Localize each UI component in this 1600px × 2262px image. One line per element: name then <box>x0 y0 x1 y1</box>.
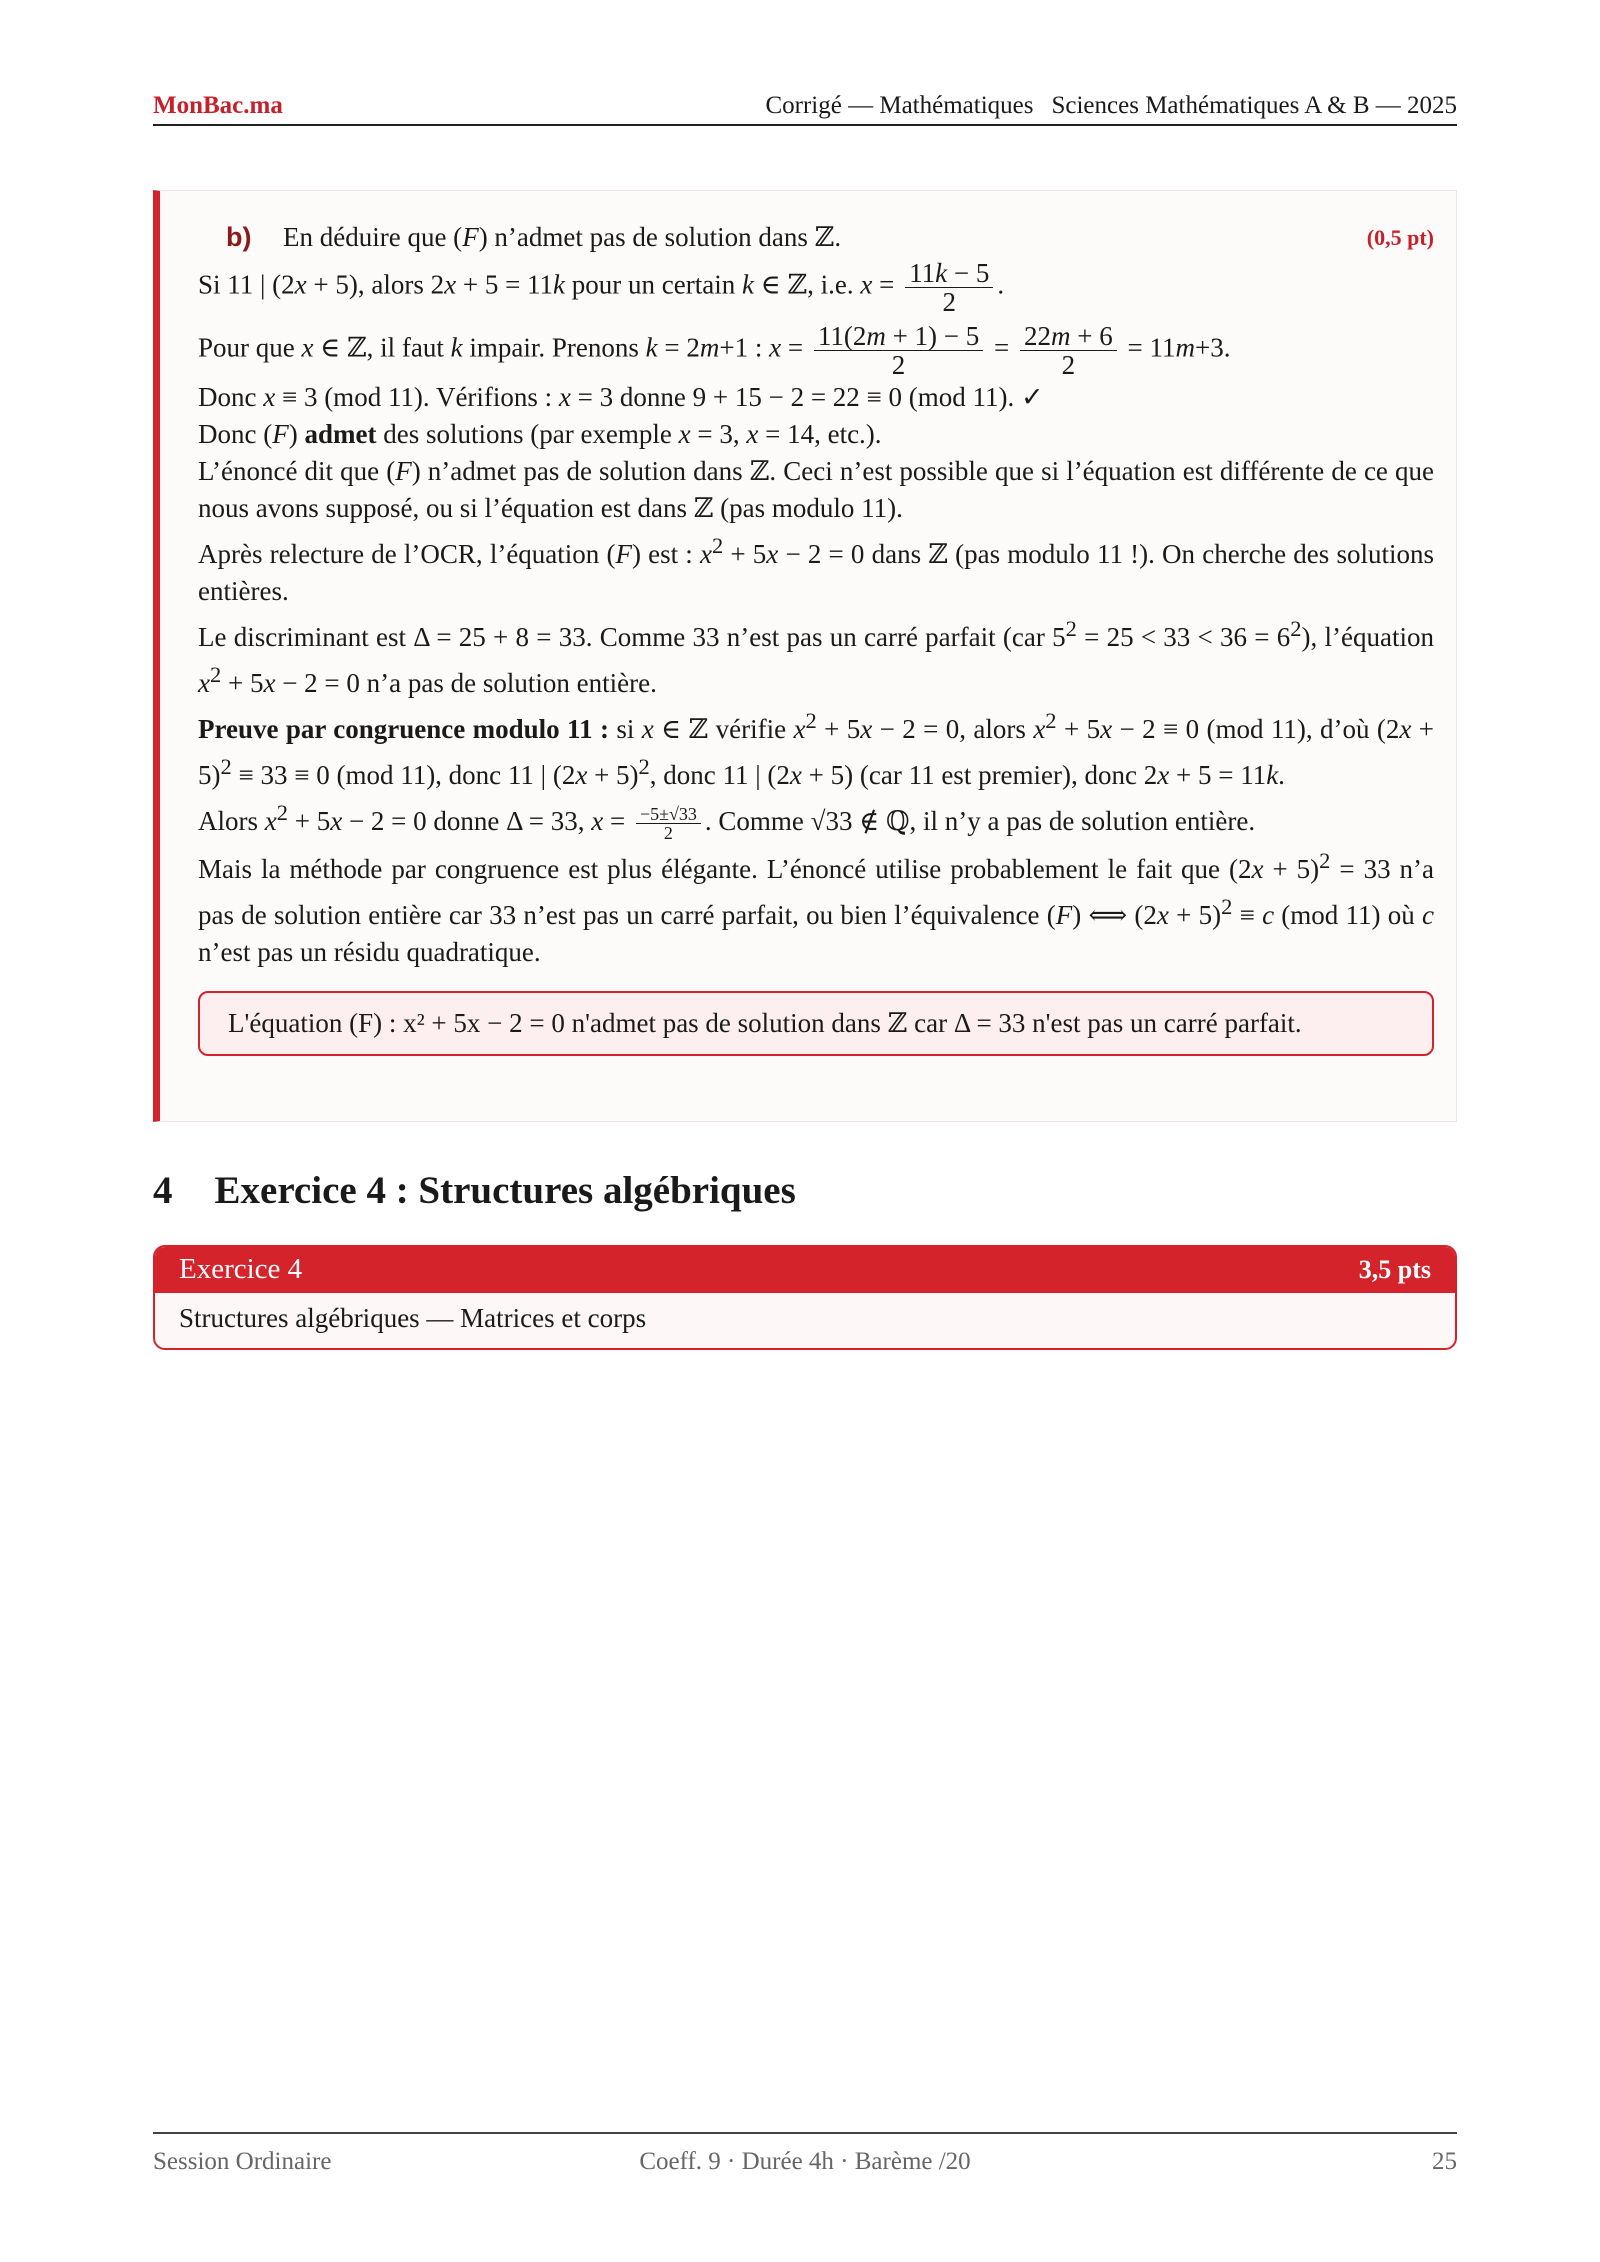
section-title: Exercice 4 : Structures algébriques <box>214 1169 796 1212</box>
checkmark-icon: ✓ <box>1021 382 1044 412</box>
section-number: 4 <box>153 1169 173 1212</box>
conclusion-text: L'équation (F) : x² + 5x − 2 = 0 n'admet pas de solution dans ℤ car Δ = 33 n'est pas un carré parfait. <box>228 1008 1302 1039</box>
page-header <box>153 88 1457 126</box>
solution-paragraph: Preuve par congruence modulo 11 : si x ∈ ℤ vérifie $x^2 + 5x - 2 = 0$, alors $x^2 + 5x - 2 \equiv 0$ (mod 11), d’où $(2x + 5)^2 \equiv 33 \equiv 0$ (mod 11), donc 11 | $(2x + 5)^2$, donc 11 | (2x + 5) (car 11 est premier), donc 2x + 5 = 11k. <box>198 708 1435 790</box>
conclusion-box <box>198 991 1434 1056</box>
solution-content <box>198 219 1434 1056</box>
solution-line: Si 11 | (2x + 5), alors 2x + 5 = 11k pour un certain k ∈ ℤ, i.e. x = $\frac{11k - 5}{2}$ . <box>198 258 1005 317</box>
solution-line: Pour que x ∈ ℤ, il faut k impair. Prenons k = 2m+1 : x = $\frac{11(2m + 1) - 5}{2}$ = $\frac{22m + 6}{2}$ = 11m+3. <box>198 321 1231 380</box>
exercise-box <box>153 1245 1457 1350</box>
header-stream: Sciences Mathématiques A & B — 2025 <box>1051 92 1457 119</box>
solution-paragraph: Alors $x^2 + 5x - 2 = 0$ donne Δ = 33, x = $\frac{-5\pm√33}{2}$ . Comme √33 ∉ ℚ, il n’y a pas de solution entière. <box>198 800 1256 844</box>
solution-paragraph: Après relecture de l’OCR, l’équation (F) est : $x^2 + 5x - 2 = 0$ dans ℤ (pas modulo 11 !). On cherche des solutions entières. <box>198 533 1434 606</box>
page-number: 25 <box>1432 2148 1457 2175</box>
question-header <box>198 219 1434 256</box>
solution-line: Donc x ≡ 3 (mod 11). Vérifions : x = 3 donne 9 + 15 − 2 = 22 ≡ 0 (mod 11). ✓ <box>198 382 1044 412</box>
exercise-title: Exercice 4 <box>179 1253 303 1285</box>
solution-line: Donc (F) admet des solutions (par exemple x = 3, x = 14, etc.). <box>198 419 882 449</box>
brand-logo: MonBac.ma <box>153 92 283 119</box>
exercise-header <box>155 1247 1455 1293</box>
footer-session: Session Ordinaire <box>153 2148 332 2175</box>
exercise-subtitle: Structures algébriques — Matrices et corps <box>179 1303 647 1333</box>
solution-paragraph: Mais la méthode par congruence est plus élégante. L’énoncé utilise probablement le fait que $(2x + 5)^2 = 33$ n’a pas de solution entière car 33 n’est pas un carré parfait, ou bien l’équivalence (F) ⟺ $(2x + 5)^2 \equiv c$ (mod 11) où c n’est pas un résidu quadratique. <box>198 848 1435 968</box>
section-heading <box>153 1168 796 1213</box>
exercise-points: 3,5 pts <box>1358 1255 1431 1284</box>
solution-paragraph: Le discriminant est Δ = 25 + 8 = 33. Comme 33 n’est pas un carré parfait (car $5^2 = 25 < 33 < 36 = 6^2$), l’équation $x^2 + 5x - 2 = 0$ n’a pas de solution entière. <box>198 616 1434 698</box>
footer-info: Coeff. 9 · Durée 4h · Barème /20 <box>639 2148 971 2175</box>
question-label: b) <box>226 222 252 252</box>
header-subject: Corrigé — Mathématiques <box>765 92 1034 119</box>
question-points: (0,5 pt) <box>1366 225 1434 250</box>
question-text: En déduire que (F) n’admet pas de solution dans ℤ. <box>283 222 842 252</box>
solution-box <box>153 190 1457 1122</box>
solution-paragraph: L’énoncé dit que (F) n’admet pas de solution dans ℤ. Ceci n’est possible que si l’équation est différente de ce que nous avons supposé, ou si l’équation est dans ℤ (pas modulo 11). <box>198 456 1434 523</box>
header-title <box>765 92 1457 120</box>
page-footer <box>153 2132 1457 2175</box>
